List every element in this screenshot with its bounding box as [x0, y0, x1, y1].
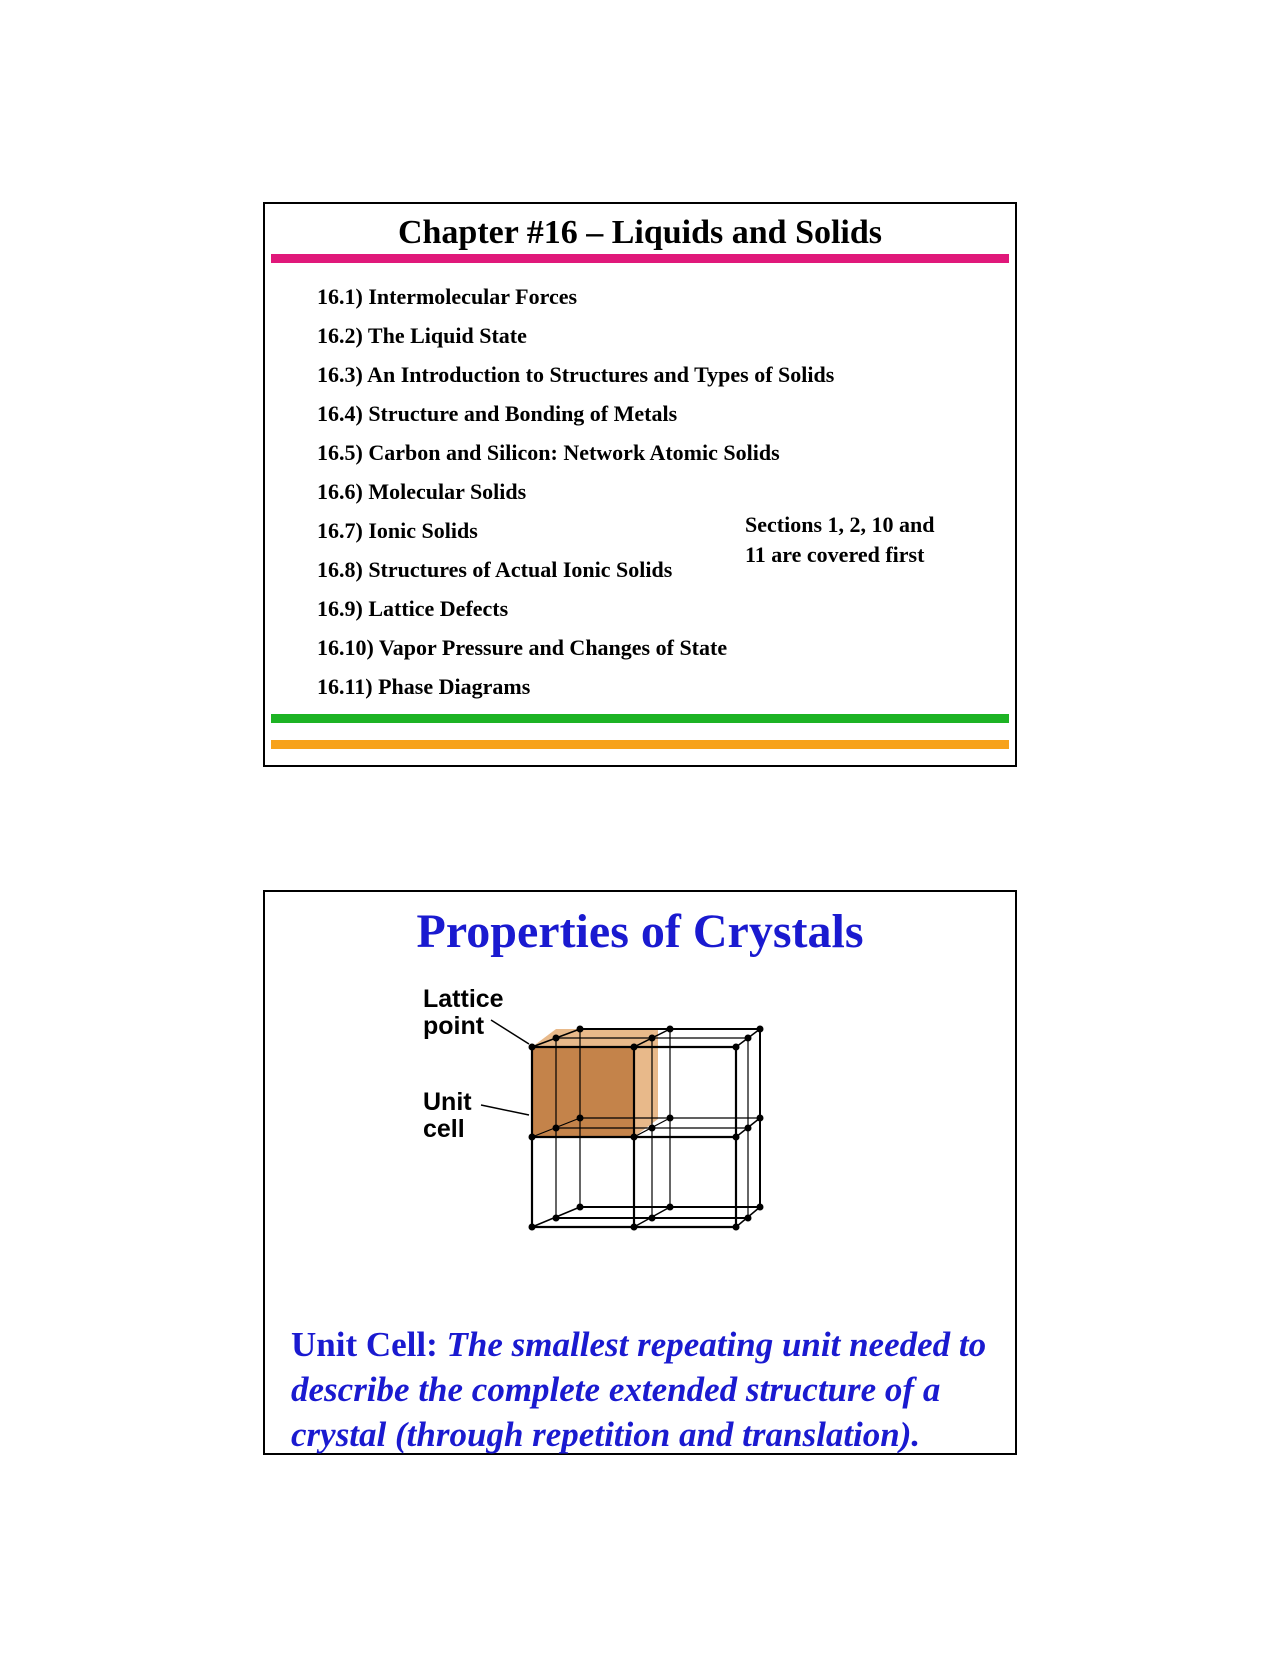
- section-list: [317, 284, 834, 713]
- green-divider: [271, 714, 1009, 723]
- coverage-note-line: Sections 1, 2, 10 and: [745, 512, 935, 537]
- unit-cell-definition: [291, 1322, 1001, 1457]
- section-item: 16.4) Structure and Bonding of Metals: [317, 401, 678, 426]
- section-item: 16.7) Ionic Solids: [317, 518, 478, 543]
- coverage-note: [745, 510, 985, 570]
- unit-cell-label: Unit: [423, 1088, 472, 1116]
- coverage-note-line: 11 are covered first: [745, 542, 925, 567]
- crystal-lattice-diagram: [415, 982, 815, 1282]
- section-item: 16.11) Phase Diagrams: [317, 674, 531, 699]
- lattice-point-label: Lattice: [423, 985, 504, 1013]
- section-item: 16.3) An Introduction to Structures and Types of Solids: [317, 362, 835, 387]
- orange-divider: [271, 740, 1009, 749]
- section-item: 16.5) Carbon and Silicon: Network Atomic Solids: [317, 440, 780, 465]
- section-item: 16.1) Intermolecular Forces: [317, 284, 578, 309]
- definition-text: The smallest repeating unit needed to describe the complete extended structure of a crystal (through repetition and translation).: [291, 1325, 987, 1454]
- slide-title: Chapter #16 – Liquids and Solids: [397, 214, 883, 251]
- slide-chapter-16: [263, 202, 1017, 767]
- slide-title: Properties of Crystals: [416, 905, 864, 958]
- section-item: 16.10) Vapor Pressure and Changes of State: [317, 635, 728, 660]
- lattice-point-label: point: [423, 1012, 485, 1040]
- definition-term: Unit Cell:: [291, 1325, 438, 1364]
- unit-cell-label: cell: [423, 1115, 465, 1143]
- section-item: 16.6) Molecular Solids: [317, 479, 527, 504]
- pink-divider: [271, 254, 1009, 263]
- section-item: 16.8) Structures of Actual Ionic Solids: [317, 557, 673, 582]
- slide-properties-of-crystals: [263, 890, 1017, 1455]
- unit-cell-front-face: [532, 1047, 634, 1137]
- section-item: 16.9) Lattice Defects: [317, 596, 509, 621]
- section-item: 16.2) The Liquid State: [317, 323, 527, 348]
